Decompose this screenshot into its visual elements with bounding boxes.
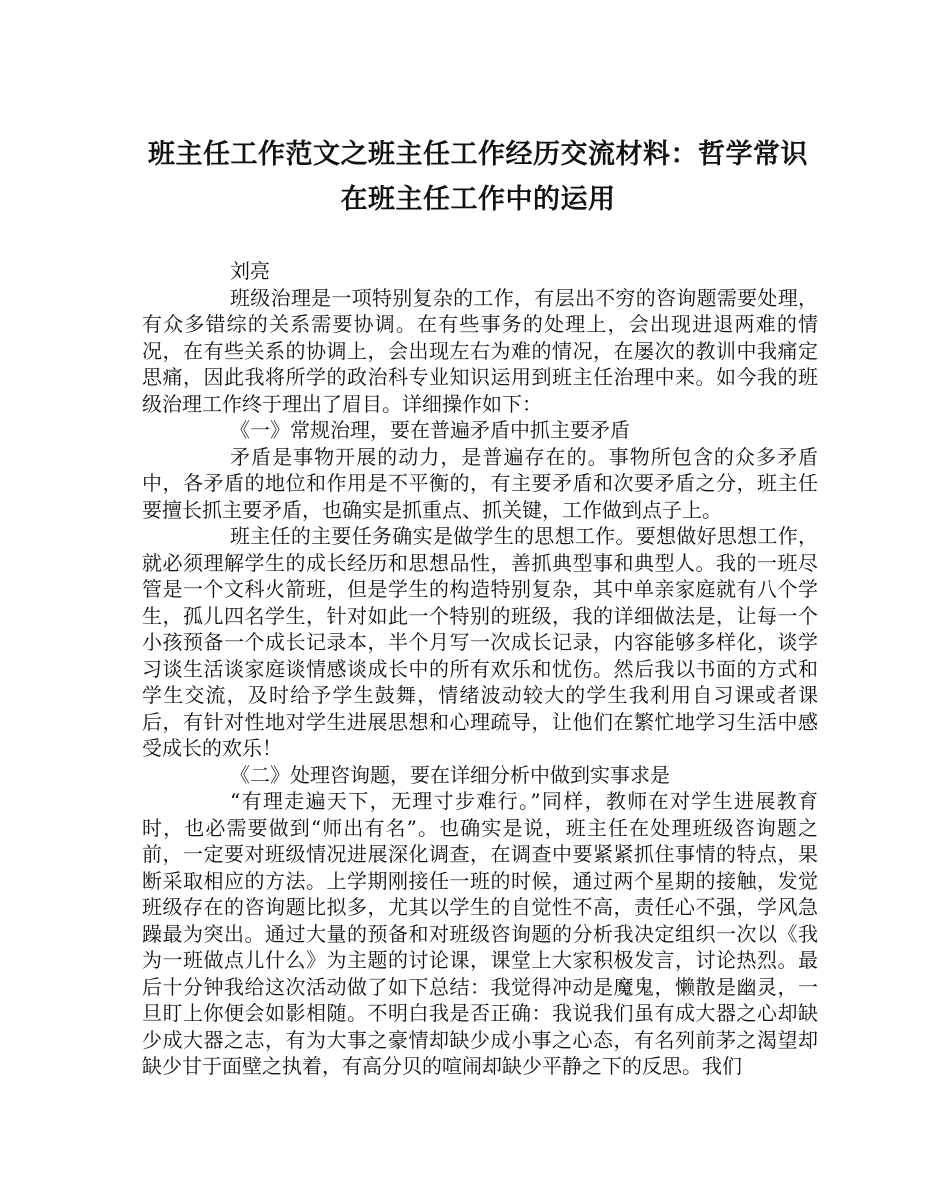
title-line-1: 班主任工作范文之班主任工作经历交流材料：哲学常识	[148, 139, 808, 170]
section-heading-2: 《二》处理咨询题，要在详细分析中做到实事求是	[230, 762, 670, 787]
section-heading-1: 《一》常规治理，要在普遍矛盾中抓主要矛盾	[230, 418, 630, 442]
paragraph-intro: 班级治理是一项特别复杂的工作，有层出不穷的咨询题需要处理，有众多错综的关系需要协调。在有些事务的处理上，会出现进退两难的情况，在有些关系的协调上，会出现左右为难的情况，在屡次的教训中我痛定思痛，因此我将所学的政治科专业知识运用到班主任治理中来。如今我的班级治理工作终于理出了眉目。详细操作如下：	[142, 285, 818, 416]
paragraph: “有理走遍天下，无理寸步难行。”同样，教师在对学生进展教育时，也必需要做到“师出有名”。也确实是说，班主任在处理班级咨询题之前，一定要对班级情况进展深化调查，在调查中要紧紧抓住事情的特点，果断采取相应的方法。上学期刚接任一班的时候，通过两个星期的接触，发觉班级存在的咨询题比拟多，尤其以学生的自觉性不高，责任心不强，学风急躁最为突出。通过大量的预备和对班级咨询题的分析我决定组织一次以《我为一班做点儿什么》为主题的讨论课，课堂上大家积极发言，讨论热烈。最后十分钟我给这次活动做了如下总结：我觉得冲动是魔鬼，懒散是幽灵，一旦盯上你便会如影相随。不明白我是否正确：我说我们虽有成大器之心却缺少成大器之志，有为大事之豪情却缺少成小事之心态，有名列前茅之渴望却缺少甘于面壁之执着，有高分贝的喧闹却缺少平静之下的反思。我们	[142, 789, 818, 1078]
document-title	[140, 132, 816, 222]
paragraph: 班主任的主要任务确实是做学生的思想工作。要想做好思想工作，就必须理解学生的成长经历和思想品性，善抓典型事和典型人。我的一班尽管是一个文科火箭班，但是学生的构造特别复杂，其中单亲家庭就有八个学生，孤儿四名学生，针对如此一个特别的班级，我的详细做法是，让每一个小孩预备一个成长记录本，半个月写一次成长记录，内容能够多样化，谈学习谈生活谈家庭谈情感谈成长中的所有欢乐和忧伤。然后我以书面的方式和学生交流，及时给予学生鼓舞，情绪波动较大的学生我利用自习课或者课后，有针对性地对学生进展思想和心理疏导，让他们在繁忙地学习生活中感受成长的欢乐！	[142, 524, 818, 760]
paragraph: 矛盾是事物开展的动力，是普遍存在的。事物所包含的众多矛盾中，各矛盾的地位和作用是不平衡的，有主要矛盾和次要矛盾之分，班主任要擅长抓主要矛盾，也确实是抓重点、抓关键，工作做到点子上。	[142, 444, 818, 522]
title-line-2: 在班主任工作中的运用	[340, 184, 616, 215]
document-body	[142, 258, 818, 1080]
author-name: 刘亮	[230, 259, 270, 283]
